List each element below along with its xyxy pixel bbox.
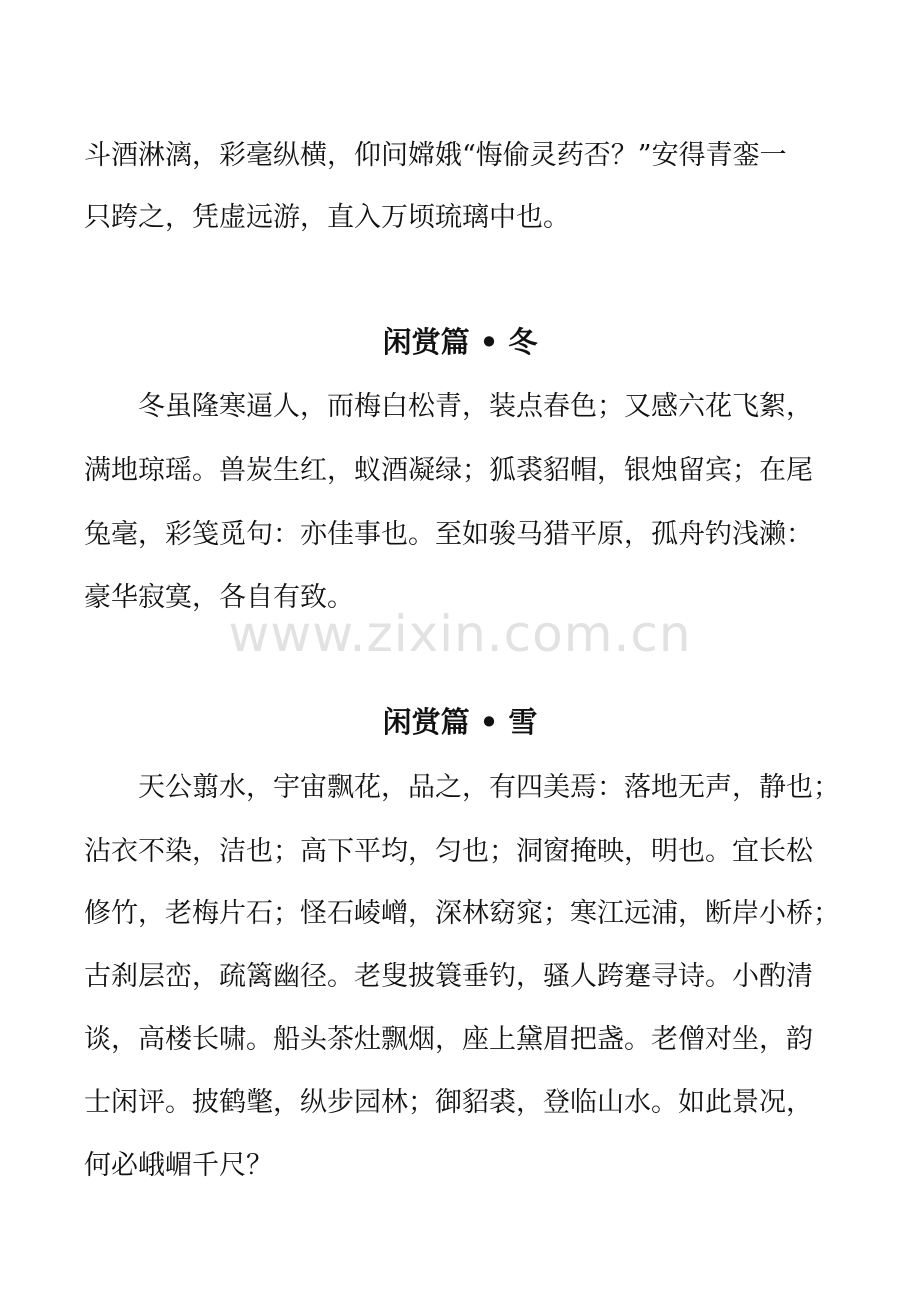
paragraph-line: 沾衣不染，洁也；高下平均，匀也；洞窗掩映，明也。宜长松 xyxy=(84,836,813,867)
paragraph-line: 豪华寂寞，各自有致。 xyxy=(84,582,354,613)
paragraph-line: 斗酒淋漓，彩毫纵横，仰问嫦娥“悔偷灵药否？”安得青銮一 xyxy=(84,140,787,171)
section-title-snow: 闲赏篇 • 雪 xyxy=(382,705,538,739)
paragraph-line: 古刹层峦，疏篱幽径。老叟披簑垂钓，骚人跨蹇寻诗。小酌清 xyxy=(84,961,813,992)
paragraph-line: 天公翦水，宇宙飘花，品之，有四美焉：落地无声，静也； xyxy=(138,772,840,803)
paragraph-line: 满地琼瑶。兽炭生红，蚁酒凝绿；狐裘貂帽，银烛留宾；在尾 xyxy=(84,455,813,486)
paragraph-line: 何必峨嵋千尺？ xyxy=(84,1150,273,1181)
watermark-text: www.zixin.com.cn xyxy=(228,605,692,663)
section-title-winter: 闲赏篇 • 冬 xyxy=(382,325,538,359)
paragraph-line: 冬虽隆寒逼人，而梅白松青，装点春色；又感六花飞絮， xyxy=(138,391,813,422)
paragraph-line: 只跨之，凭虚远游，直入万顷琉璃中也。 xyxy=(84,202,570,233)
paragraph-line: 兔毫，彩笺觅句：亦佳事也。至如骏马猎平原，孤舟钓浅濑： xyxy=(84,519,813,550)
paragraph-line: 谈，高楼长啸。船头茶灶飘烟，座上黛眉把盏。老僧对坐，韵 xyxy=(84,1024,813,1055)
paragraph-line: 士闲评。披鹤氅，纵步园林；御貂裘，登临山水。如此景况， xyxy=(84,1087,813,1118)
paragraph-line: 修竹，老梅片石；怪石崚嶒，深林窈窕；寒江远浦，断岸小桥； xyxy=(84,898,840,929)
